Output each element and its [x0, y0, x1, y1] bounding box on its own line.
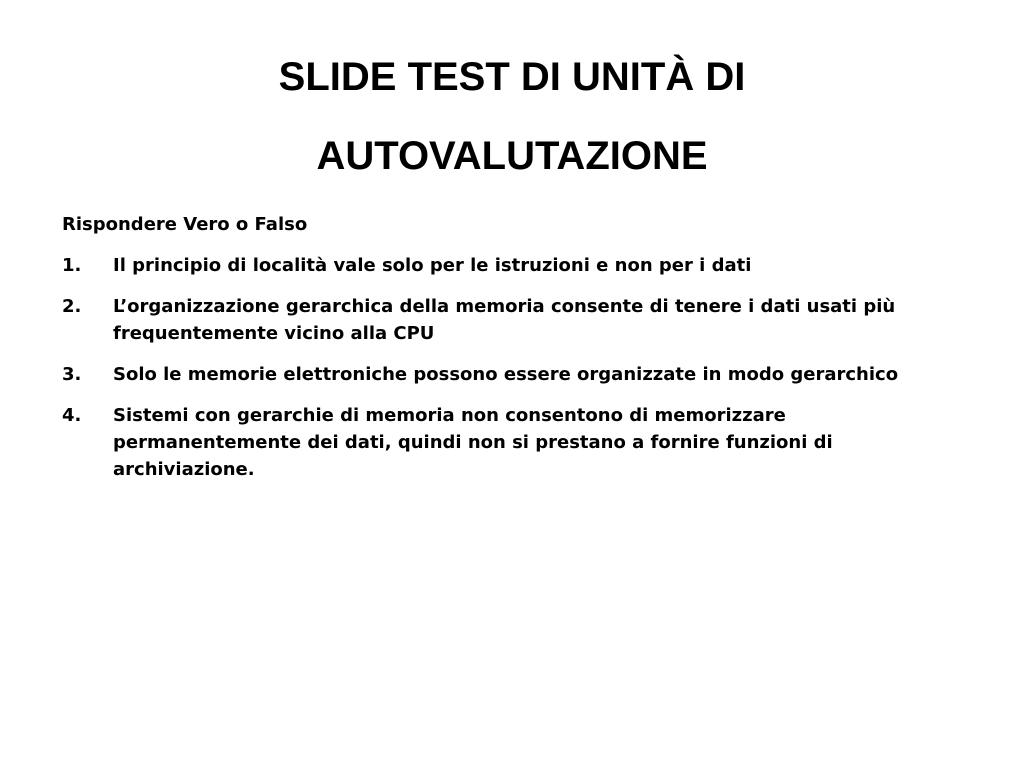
question-number: 3. [62, 364, 82, 385]
question-item [62, 252, 962, 279]
question-number: 2. [62, 296, 82, 317]
question-list [62, 252, 962, 483]
slide-title-line-1: SLIDE TEST DI UNITÀ DI [278, 55, 746, 99]
question-item [62, 293, 962, 347]
question-item [62, 402, 962, 483]
question-item [62, 361, 962, 388]
question-number: 4. [62, 405, 82, 426]
instruction-text: Rispondere Vero o Falso [62, 214, 308, 235]
question-text: Il principio di località vale solo per le istruzioni e non per i dati [113, 255, 752, 276]
question-text: L’organizzazione gerarchica della memoria consente di tenere i dati usati più frequentemente vicino alla CPU [113, 296, 896, 344]
slide-title-line-2: AUTOVALUTAZIONE [316, 134, 708, 178]
slide-body [62, 211, 962, 497]
slide-title [0, 38, 1024, 196]
question-text: Solo le memorie elettroniche possono essere organizzate in modo gerarchico [113, 364, 899, 385]
question-text: Sistemi con gerarchie di memoria non consentono di memorizzare permanentemente dei dati, quindi non si prestano a fornire funzioni di archiviazione. [113, 405, 833, 480]
question-number: 1. [62, 255, 82, 276]
